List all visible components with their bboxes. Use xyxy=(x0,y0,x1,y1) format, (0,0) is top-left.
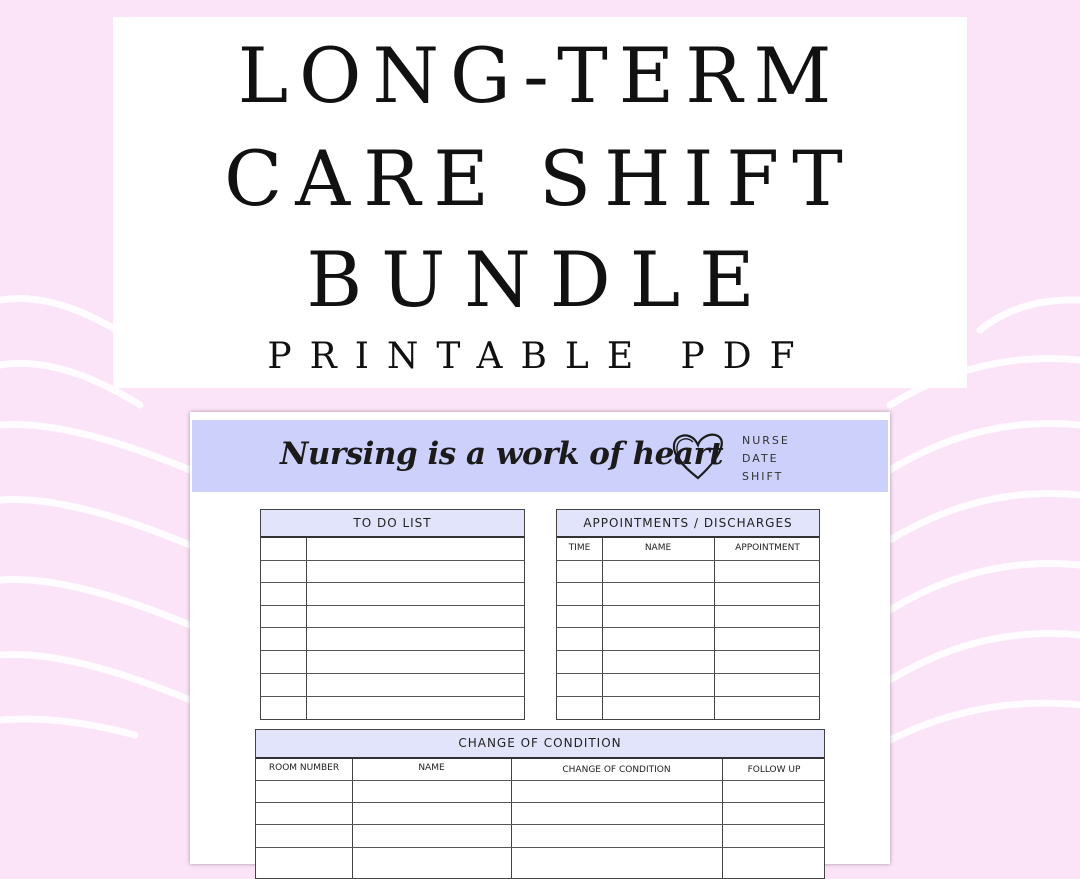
todo-row-line xyxy=(261,650,524,651)
title-line-1: LONG-TERM xyxy=(237,31,843,120)
date-label: DATE xyxy=(742,452,779,465)
shift-label: SHIFT xyxy=(742,470,784,483)
subtitle: PRINTABLE PDF xyxy=(267,336,813,377)
condition-column-divider xyxy=(511,759,512,878)
title-line-2: CARE SHIFT xyxy=(224,134,856,223)
appointments-column-divider xyxy=(602,538,603,719)
appointment-column-header: APPOINTMENT xyxy=(735,543,800,553)
change-of-condition-column-header: CHANGE OF CONDITION xyxy=(562,765,671,775)
heart-icon xyxy=(670,430,726,482)
appointments-table xyxy=(556,509,820,720)
todo-row-line xyxy=(261,605,524,606)
printable-sheet-preview xyxy=(190,412,890,864)
todo-row-line xyxy=(261,673,524,674)
sheet-banner xyxy=(192,420,888,492)
title-box xyxy=(113,17,967,388)
condition-column-divider xyxy=(722,759,723,878)
time-column-header: TIME xyxy=(568,543,591,553)
appointments-row-line xyxy=(557,582,819,583)
appointments-row-line xyxy=(557,627,819,628)
todo-table-title: TO DO LIST xyxy=(261,510,524,538)
todo-row-line xyxy=(261,560,524,561)
appointments-row-line xyxy=(557,696,819,697)
room-number-column-header: ROOM NUMBER xyxy=(268,763,340,773)
condition-row-line xyxy=(256,802,824,803)
condition-row-line xyxy=(256,780,824,781)
todo-row-line xyxy=(261,582,524,583)
title-line-3: BUNDLE xyxy=(306,235,774,324)
follow-up-column-header: FOLLOW UP xyxy=(747,765,801,775)
condition-row-line xyxy=(256,824,824,825)
todo-column-divider xyxy=(306,538,307,719)
condition-column-divider xyxy=(352,759,353,878)
todo-row-line xyxy=(261,696,524,697)
appointments-row-line xyxy=(557,650,819,651)
condition-row-line xyxy=(256,847,824,848)
todo-table xyxy=(260,509,525,720)
name-column-header: NAME xyxy=(644,543,672,553)
appointments-row-line xyxy=(557,560,819,561)
change-of-condition-table-title: CHANGE OF CONDITION xyxy=(256,730,824,759)
appointments-row-line xyxy=(557,673,819,674)
todo-row-line xyxy=(261,627,524,628)
appointments-table-title: APPOINTMENTS / DISCHARGES xyxy=(557,510,819,538)
appointments-column-divider xyxy=(714,538,715,719)
nurse-label: NURSE xyxy=(742,434,790,447)
name-column-header: NAME xyxy=(418,763,445,773)
motto-text: Nursing is a work of heart xyxy=(280,436,724,472)
change-of-condition-table xyxy=(255,729,825,879)
appointments-row-line xyxy=(557,605,819,606)
